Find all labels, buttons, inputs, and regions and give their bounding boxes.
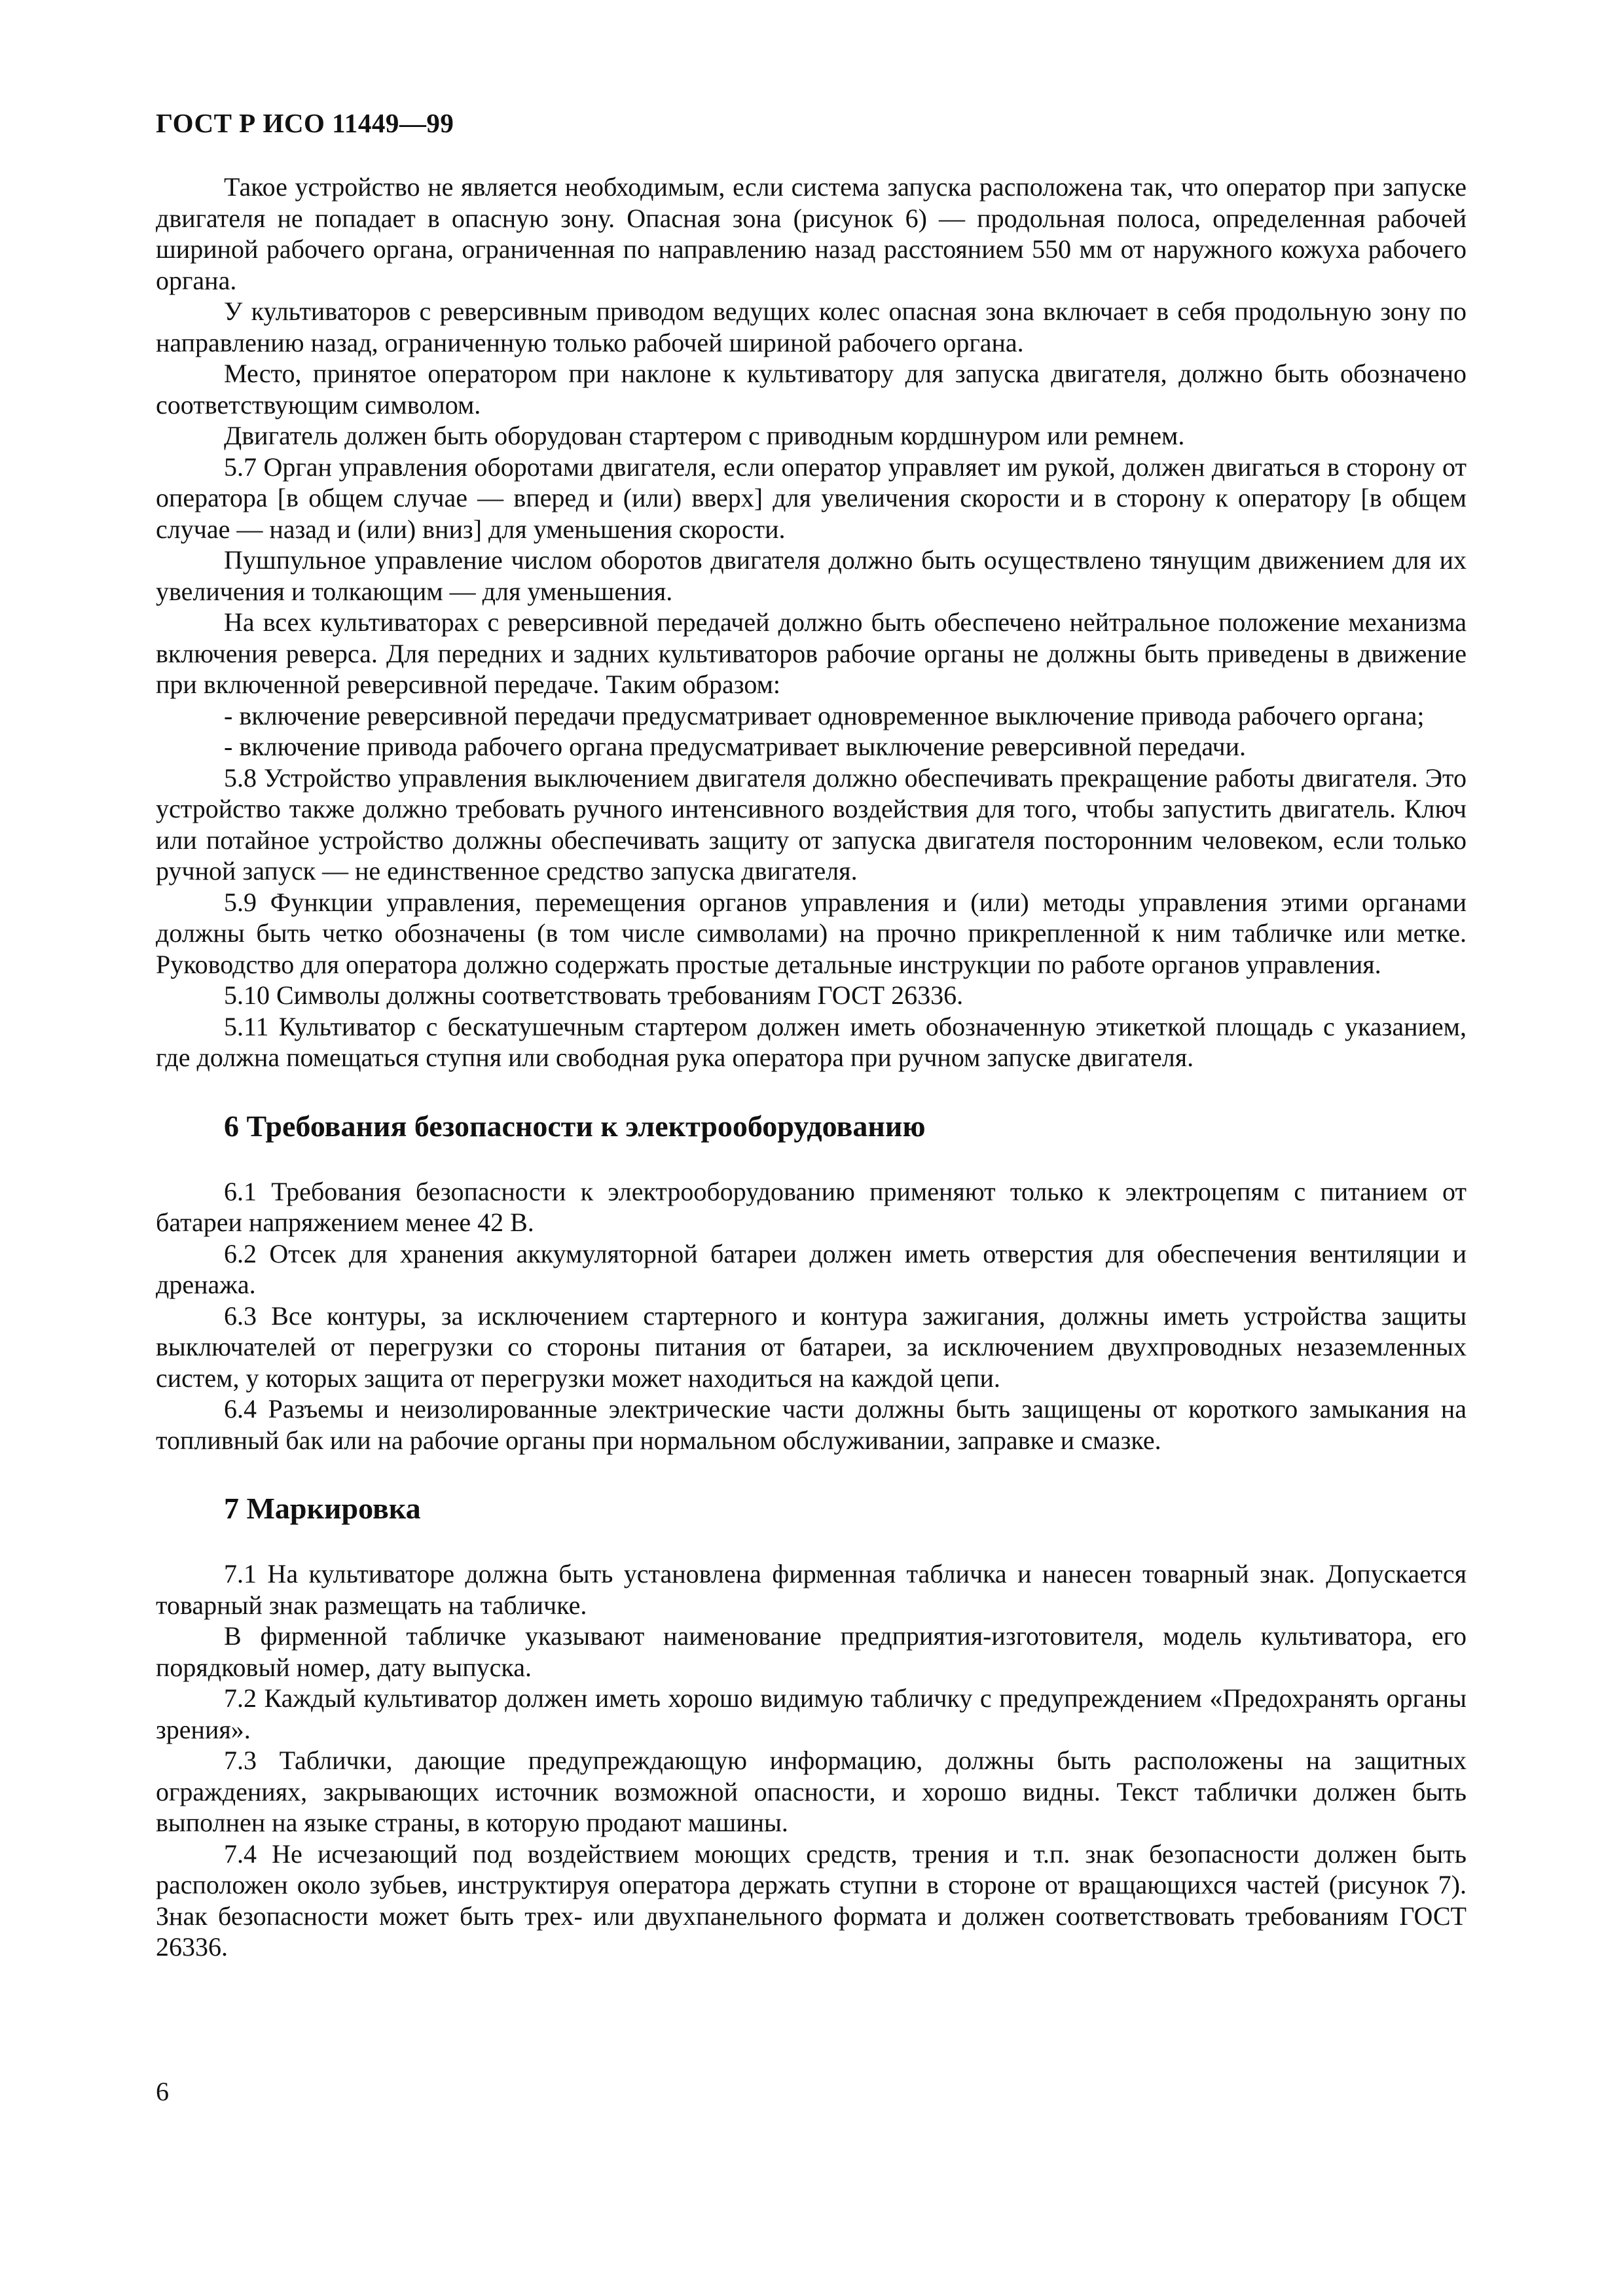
clause-7-4: 7.4 Не исчезающий под воздействием моющих средств, трения и т.п. знак безопасности должен быть расположен около зубьев, инструктируя оператора держать ступни в стороне от вращающихся частей (рисунок 7). Знак безопасности может быть трех- или двухпанельного формата и должен соответствовать требованиям ГОСТ 26336. (156, 1839, 1467, 1962)
paragraph: Двигатель должен быть оборудован стартером с приводным кордшнуром или ремнем. (224, 421, 1185, 450)
clause-6-2: 6.2 Отсек для хранения аккумуляторной батареи должен иметь отверстия для обеспечения вентиляции и дренажа. (156, 1238, 1467, 1299)
clause-5-9: 5.9 Функции управления, перемещения органов управления и (или) методы управления этими органами должны быть четко обозначены (в том числе символами) на прочно прикрепленной к ним табличке или метке. Руководство для оператора должно содержать простые детальные инструкции по работе органов управления. (156, 887, 1467, 979)
page-number: 6 (156, 2077, 169, 2106)
clause-7-3: 7.3 Таблички, дающие предупреждающую информацию, должны быть расположены на защитных ограждениях, закрывающих источник возможной опасности, и хорошо видны. Текст таблички должен быть выполнен на языке страны, в которую продают машины. (156, 1746, 1467, 1837)
list-item: - включение привода рабочего органа предусматривает выключение реверсивной передачи. (224, 732, 1247, 761)
clause-6-3: 6.3 Все контуры, за исключением стартерного и контура зажигания, должны иметь устройства защиты выключателей от перегрузки со стороны питания от батареи, за исключением двухпроводных незаземленных систем, у которых защита от перегрузки может находиться на каждой цепи. (156, 1300, 1467, 1393)
section-6-heading: 6 Требования безопасности к электрооборудованию (224, 1109, 926, 1143)
clause-7-1: 7.1 На культиваторе должна быть установлена фирменная табличка и нанесен товарный знак. Допускается товарный знак размещать на табличке. (156, 1559, 1467, 1620)
clause-5-10: 5.10 Символы должны соответствовать требованиям ГОСТ 26336. (224, 980, 964, 1010)
list-item: - включение реверсивной передачи предусматривает одновременное выключение привода рабочего органа; (224, 700, 1425, 730)
paragraph: В фирменной табличке указывают наименование предприятия-изготовителя, модель культиватора, его порядковый номер, дату выпуска. (156, 1621, 1467, 1682)
paragraph: Такое устройство не является необходимым, если система запуска расположена так, что оператор при запуске двигателя не попадает в опасную зону. Опасная зона (рисунок 6) — продольная полоса, определенная рабочей шириной рабочего органа, ограниченная по направлению назад расстоянием 550 мм от наружного кожуха рабочего органа. (156, 172, 1467, 295)
paragraph: На всех культиваторах с реверсивной передачей должно быть обеспечено нейтральное положение механизма включения реверса. Для передних и задних культиваторов рабочие органы не должны быть приведены в движение при включенной реверсивной передаче. Таким образом: (156, 607, 1467, 699)
clause-6-4: 6.4 Разъемы и неизолированные электрические части должны быть защищены от короткого замыкания на топливный бак или на рабочие органы при нормальном обслуживании, заправке и смазке. (156, 1394, 1467, 1455)
clause-6-1: 6.1 Требования безопасности к электрооборудованию применяют только к электроцепям с питанием от батареи напряжением менее 42 В. (156, 1176, 1467, 1237)
clause-5-8: 5.8 Устройство управления выключением двигателя должно обеспечивать прекращение работы двигателя. Это устройство также должно требовать ручного интенсивного воздействия для того, чтобы запустить двигатель. Ключ или потайное устройство должны обеспечивать защиту от запуска двигателя посторонним человеком, если только ручной запуск — не единственное средство запуска двигателя. (156, 762, 1467, 886)
page-content (156, 171, 1467, 1963)
section-7-heading: 7 Маркировка (224, 1492, 421, 1525)
clause-5-11: 5.11 Культиватор с бескатушечным стартером должен иметь обозначенную этикеткой площадь с указанием, где должна помещаться ступня или свободная рука оператора при ручном запуске двигателя. (156, 1011, 1467, 1072)
paragraph: Место, принятое оператором при наклоне к культиватору для запуска двигателя, должно быть обозначено соответствующим символом. (156, 359, 1467, 420)
standard-header: ГОСТ Р ИСО 11449—99 (156, 108, 454, 138)
paragraph: Пушпульное управление числом оборотов двигателя должно быть осуществлено тянущим движением для их увеличения и толкающим — для уменьшения. (156, 545, 1467, 606)
paragraph: У культиваторов с реверсивным приводом ведущих колес опасная зона включает в себя продольную зону по направлению назад, ограниченную только рабочей шириной рабочего органа. (156, 296, 1467, 357)
clause-5-7: 5.7 Орган управления оборотами двигателя, если оператор управляет им рукой, должен двигаться в сторону от оператора [в общем случае — вперед и (или) вверх] для увеличения скорости и в сторону к оператору [в общем случае — назад и (или) вниз] для уменьшения скорости. (156, 452, 1467, 544)
clause-7-2: 7.2 Каждый культиватор должен иметь хорошо видимую табличку с предупреждением «Предохранять органы зрения». (156, 1683, 1467, 1744)
